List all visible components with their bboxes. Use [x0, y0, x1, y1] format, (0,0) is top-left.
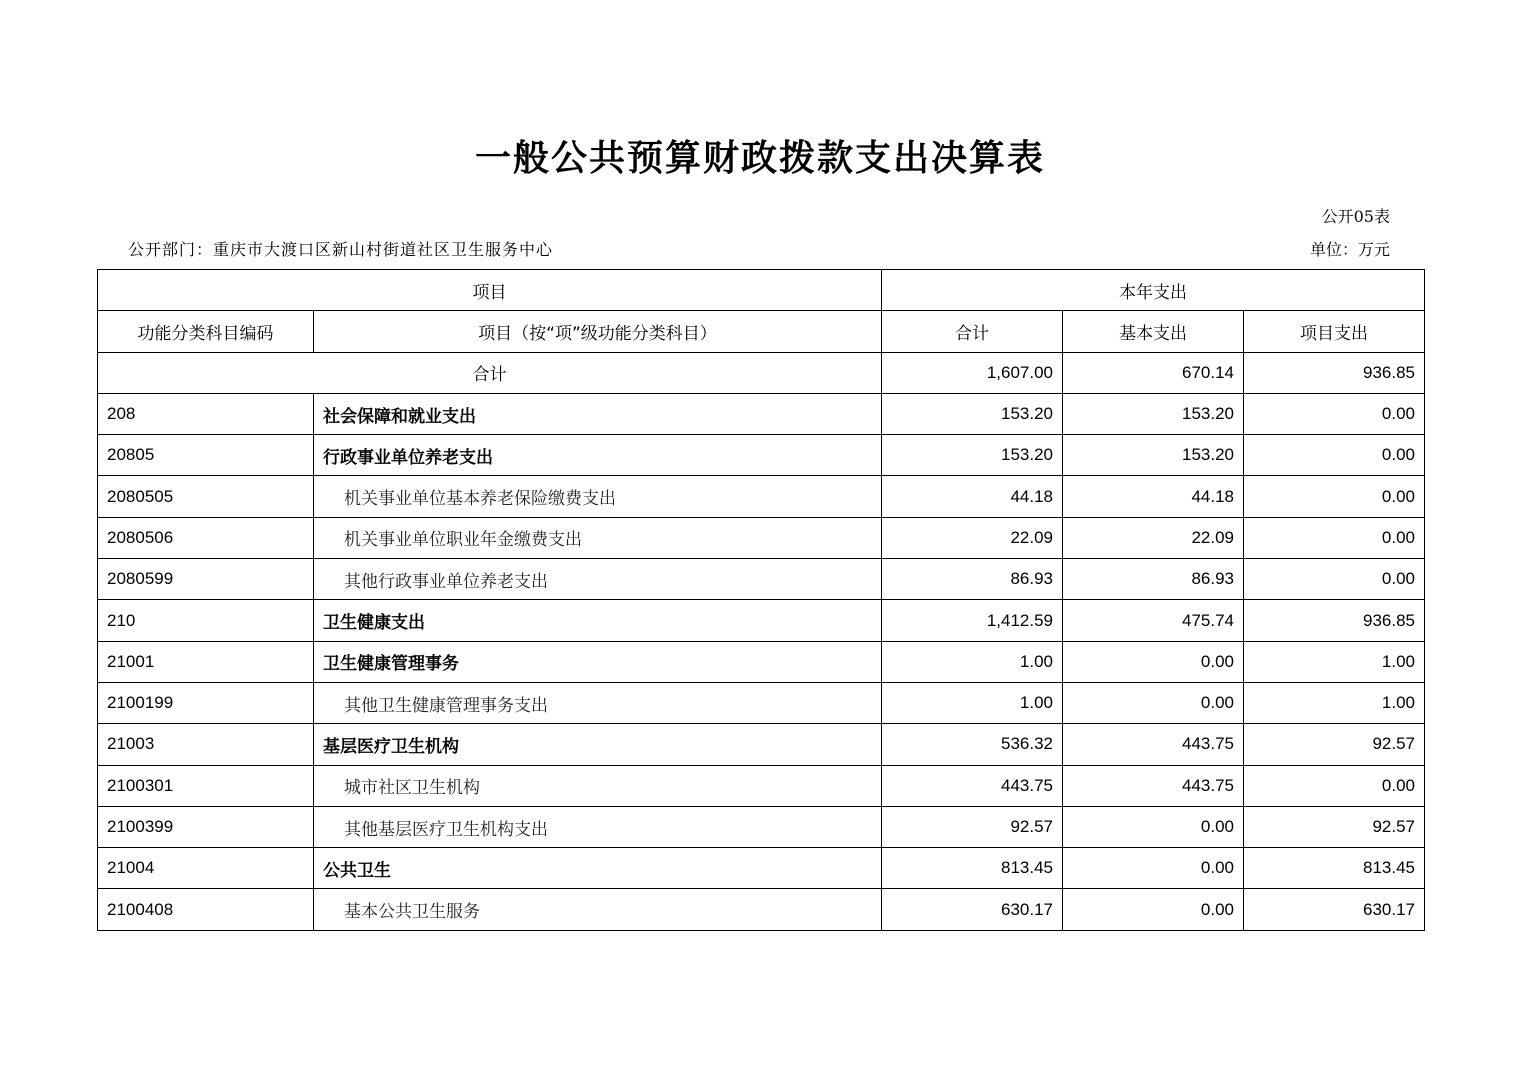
- row-code: 208: [98, 393, 314, 434]
- row-basic: 475.74: [1063, 600, 1244, 641]
- header-item: 项目（按“项”级功能分类科目）: [314, 311, 882, 352]
- header-basic: 基本支出: [1063, 311, 1244, 352]
- row-basic: 0.00: [1063, 889, 1244, 930]
- row-item-name: 机关事业单位基本养老保险缴费支出: [314, 476, 882, 517]
- row-code: 21004: [98, 848, 314, 889]
- row-item-name: 基层医疗卫生机构: [314, 724, 882, 765]
- table-row: [98, 600, 1425, 641]
- row-item-name: 城市社区卫生机构: [314, 765, 882, 806]
- row-project: 630.17: [1244, 889, 1425, 930]
- row-code: 210: [98, 600, 314, 641]
- row-basic: 0.00: [1063, 848, 1244, 889]
- total-basic: 670.14: [1063, 352, 1244, 393]
- row-total: 153.20: [882, 393, 1063, 434]
- row-total: 44.18: [882, 476, 1063, 517]
- table-row: [98, 559, 1425, 600]
- table-row: [98, 435, 1425, 476]
- table-row: [98, 682, 1425, 723]
- row-item-name: 公共卫生: [314, 848, 882, 889]
- row-basic: 86.93: [1063, 559, 1244, 600]
- total-sum: 1,607.00: [882, 352, 1063, 393]
- department-label: 公开部门：重庆市大渡口区新山村街道社区卫生服务中心: [128, 240, 554, 259]
- expenditure-table: [97, 269, 1425, 931]
- row-total: 1,412.59: [882, 600, 1063, 641]
- header-row-1: [98, 270, 1425, 311]
- table-row: [98, 806, 1425, 847]
- row-basic: 0.00: [1063, 682, 1244, 723]
- row-project: 0.00: [1244, 435, 1425, 476]
- row-basic: 153.20: [1063, 393, 1244, 434]
- row-basic: 22.09: [1063, 517, 1244, 558]
- row-total: 630.17: [882, 889, 1063, 930]
- row-basic: 44.18: [1063, 476, 1244, 517]
- table-row: [98, 393, 1425, 434]
- row-code: 2080599: [98, 559, 314, 600]
- row-project: 0.00: [1244, 559, 1425, 600]
- row-item-name: 行政事业单位养老支出: [314, 435, 882, 476]
- row-total: 536.32: [882, 724, 1063, 765]
- table-row: [98, 517, 1425, 558]
- row-project: 1.00: [1244, 641, 1425, 682]
- row-item-name: 卫生健康支出: [314, 600, 882, 641]
- table-row: [98, 765, 1425, 806]
- row-basic: 443.75: [1063, 765, 1244, 806]
- row-item-name: 卫生健康管理事务: [314, 641, 882, 682]
- row-basic: 0.00: [1063, 641, 1244, 682]
- row-code: 2100399: [98, 806, 314, 847]
- header-total: 合计: [882, 311, 1063, 352]
- row-code: 2100301: [98, 765, 314, 806]
- header-code: 功能分类科目编码: [98, 311, 314, 352]
- row-project: 0.00: [1244, 517, 1425, 558]
- row-item-name: 其他卫生健康管理事务支出: [314, 682, 882, 723]
- row-code: 21003: [98, 724, 314, 765]
- row-item-name: 其他行政事业单位养老支出: [314, 559, 882, 600]
- table-row: [98, 724, 1425, 765]
- table-row: [98, 848, 1425, 889]
- row-code: 2080506: [98, 517, 314, 558]
- row-item-name: 其他基层医疗卫生机构支出: [314, 806, 882, 847]
- row-total: 813.45: [882, 848, 1063, 889]
- header-project-exp: 项目支出: [1244, 311, 1425, 352]
- row-total: 1.00: [882, 682, 1063, 723]
- form-number: 公开05表: [1321, 207, 1390, 226]
- header-project: 项目: [98, 270, 882, 311]
- unit-label: 单位：万元: [1309, 240, 1390, 259]
- row-project: 0.00: [1244, 476, 1425, 517]
- row-total: 443.75: [882, 765, 1063, 806]
- row-code: 21001: [98, 641, 314, 682]
- row-code: 2080505: [98, 476, 314, 517]
- row-total: 153.20: [882, 435, 1063, 476]
- row-project: 0.00: [1244, 765, 1425, 806]
- row-project: 92.57: [1244, 724, 1425, 765]
- row-total: 92.57: [882, 806, 1063, 847]
- row-basic: 443.75: [1063, 724, 1244, 765]
- row-item-name: 机关事业单位职业年金缴费支出: [314, 517, 882, 558]
- total-row: [98, 352, 1425, 393]
- row-item-name: 基本公共卫生服务: [314, 889, 882, 930]
- row-code: 2100199: [98, 682, 314, 723]
- header-row-2: [98, 311, 1425, 352]
- row-project: 936.85: [1244, 600, 1425, 641]
- row-project: 1.00: [1244, 682, 1425, 723]
- table-row: [98, 476, 1425, 517]
- row-item-name: 社会保障和就业支出: [314, 393, 882, 434]
- table-row: [98, 889, 1425, 930]
- row-total: 22.09: [882, 517, 1063, 558]
- header-this-year: 本年支出: [882, 270, 1425, 311]
- row-basic: 153.20: [1063, 435, 1244, 476]
- row-project: 92.57: [1244, 806, 1425, 847]
- total-label: 合计: [98, 352, 882, 393]
- row-total: 86.93: [882, 559, 1063, 600]
- row-code: 20805: [98, 435, 314, 476]
- table-row: [98, 641, 1425, 682]
- row-project: 0.00: [1244, 393, 1425, 434]
- row-project: 813.45: [1244, 848, 1425, 889]
- page-title: 一般公共预算财政拨款支出决算表: [474, 138, 1045, 179]
- row-total: 1.00: [882, 641, 1063, 682]
- row-basic: 0.00: [1063, 806, 1244, 847]
- row-code: 2100408: [98, 889, 314, 930]
- total-project: 936.85: [1244, 352, 1425, 393]
